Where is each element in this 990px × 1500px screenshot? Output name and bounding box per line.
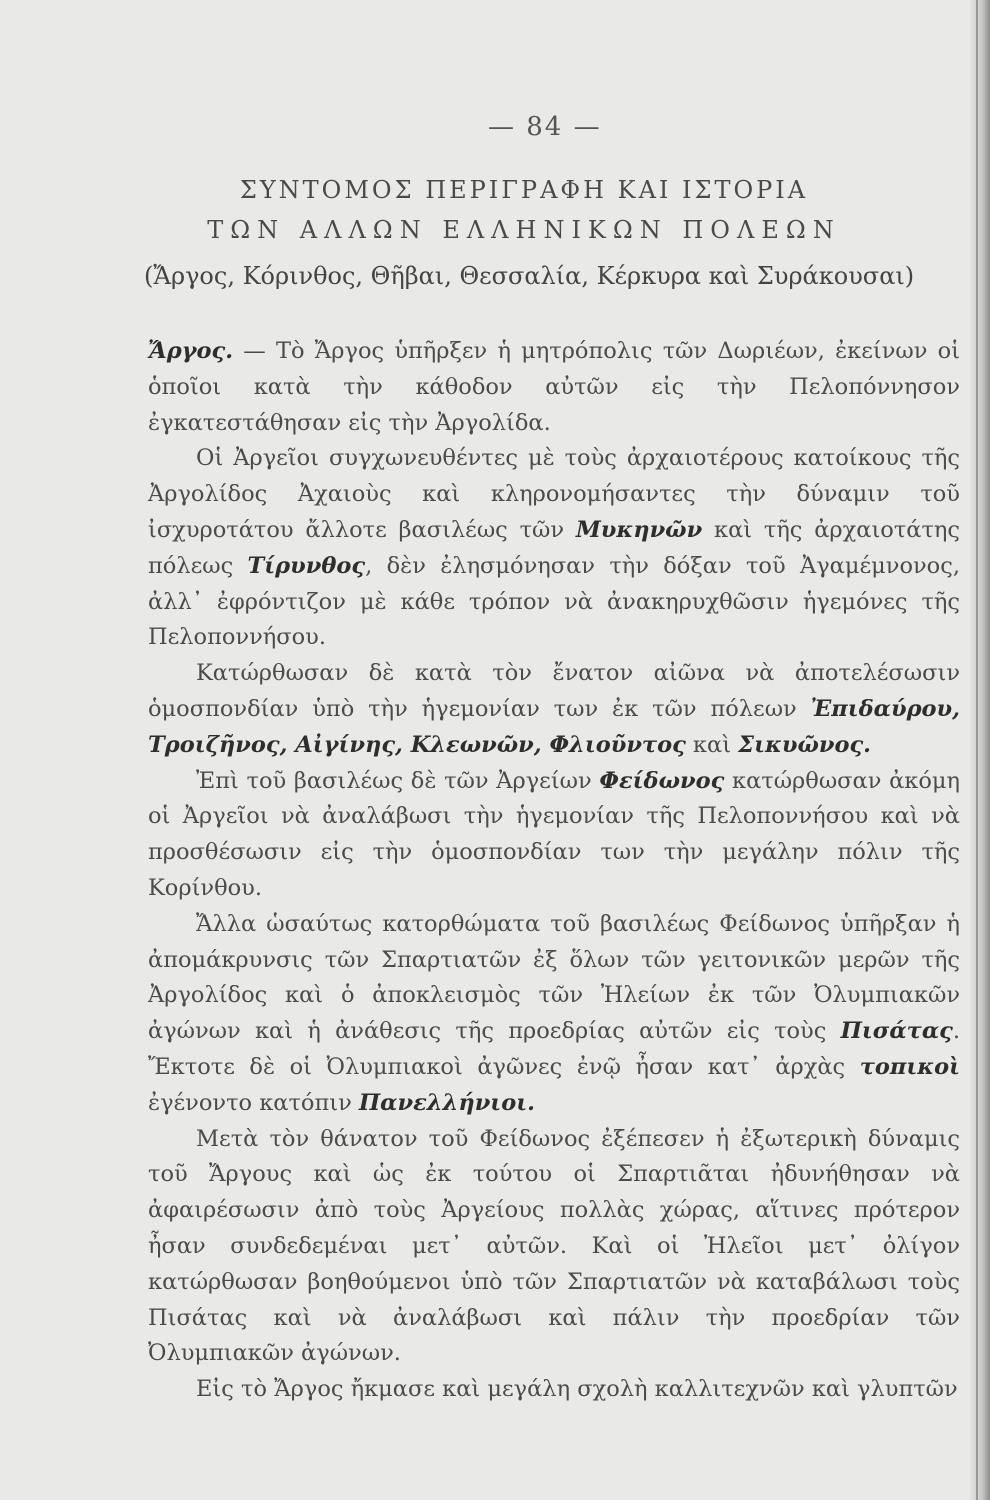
section-lead-word: Ἄργος. xyxy=(148,338,234,364)
paragraph-text: Οἱ Ἀργεῖοι συγχωνευθέντες μὲ τοὺς ἀρχαιοτέρους κατοίκους τῆς Ἀργολίδος Ἀχαιοὺς καὶ κληρονομήσαντες τὴν δύναμιν τοῦ ἰσχυροτάτου ἄλλοτε βασιλέως τῶν xyxy=(148,445,960,543)
paragraph-text: κατώρθωσαν ἀκόμη οἱ Ἀργεῖοι νὰ ἀναλάβωσι τὴν ἡγεμονίαν τῆς Πελοποννήσου καὶ νὰ προσθέσωσιν εἰς τὴν ὁμοσπονδίαν των τὴν μεγάλην πόλιν τῆς Κορίνθου. xyxy=(148,767,960,901)
emphasis-cities: Ἐπιδαύρου, Τροιζῆνος, Αἰγίνης, Κλεωνῶν, Φλιοῦντος xyxy=(148,695,960,758)
emphasis-mycenae: Μυκηνῶν xyxy=(575,516,703,543)
paragraph-decline: Μετὰ τὸν θάνατον τοῦ Φείδωνος ἐξέπεσεν ἡ ἐξωτερικὴ δύναμις τοῦ Ἄργους καὶ ὡς ἐκ τούτου οἱ Σπαρτιᾶται ἠδυνήθησαν νὰ ἀφαιρέσωσιν ἀπὸ τοὺς Ἀργείους πολλὰς χώρας, αἵτινες πρότερον ἦσαν συνδεδεμέναι μετ᾽ αὐτῶν. Καὶ οἱ Ἠλεῖοι μετ᾽ ὀλίγον κατώρθωσαν βοηθούμενοι ὑπὸ τῶν Σπαρτιατῶν νὰ καταβάλωσι τοὺς Πισάτας καὶ νὰ ἀναλάβωσι καὶ πάλιν τὴν προεδρίαν τῶν Ὀλυμπιακῶν ἀγώνων. xyxy=(148,1125,960,1367)
paragraph-text: Ἄλλα ὡσαύτως κατορθώματα τοῦ βασιλέως Φείδωνος ὑπῆρξαν ἡ ἀπομάκρυνσις τῶν Σπαρτιατῶν ἐξ ὅλων τῶν γειτονικῶν μερῶν τῆς Ἀργολίδος καὶ ὁ ἀποκλεισμὸς τῶν Ἠλείων ἐκ τῶν Ὀλυμπιακῶν ἀγώνων καὶ ἡ ἀνάθεσις τῆς προεδρίας αὐτῶν εἰς τοὺς xyxy=(148,910,960,1045)
paragraph-achievements xyxy=(148,907,960,1122)
emphasis-sicyon: Σικυῶνος. xyxy=(738,731,872,758)
paragraph-argos-intro xyxy=(148,334,960,441)
emphasis-panhellenic: Πανελλήνιοι. xyxy=(358,1089,535,1116)
page-edge-shadow xyxy=(970,0,990,1500)
paragraph-text: ἐγένοντο κατόπιν xyxy=(148,1089,359,1116)
page-edge-line xyxy=(976,0,978,1500)
paragraph-text: . Ἔκτοτε δὲ οἱ Ὀλυμπιακοὶ ἀγῶνες ἐνῷ ἦσαν κατ᾽ ἀρχὰς xyxy=(148,1018,960,1080)
emphasis-local: τοπικοὶ xyxy=(859,1053,960,1080)
paragraph-pheidon xyxy=(148,764,960,907)
emphasis-pisatas: Πισάτας xyxy=(840,1018,953,1045)
paragraph-text: Κατώρθωσαν δὲ κατὰ τὸν ἔνατον αἰῶνα νὰ ἀποτελέσωσιν ὁμοσπονδίαν ὑπὸ τὴν ἡγεμονίαν των ἐκ τῶν πόλεων xyxy=(148,660,960,722)
paragraph-argives xyxy=(148,441,960,656)
chapter-heading-line2: ΤΩΝ ΑΛΛΩΝ ΕΛΛΗΝΙΚΩΝ ΠΟΛΕΩΝ xyxy=(207,216,841,244)
paragraph-confederacy xyxy=(148,656,960,763)
paragraph-text: καὶ xyxy=(685,731,739,758)
chapter-heading-line1: ΣΥΝΤΟΜΟΣ ΠΕΡΙΓΡΑΦΗ ΚΑΙ ΙΣΤΟΡΙΑ xyxy=(239,176,809,204)
paragraph-text: Ἐπὶ τοῦ βασιλέως δὲ τῶν Ἀργείων xyxy=(196,767,600,794)
paragraph-text: καὶ τῆς ἀρχαιοτάτης πόλεως xyxy=(148,516,960,579)
chapter-subtitle: (Ἄργος, Κόρινθος, Θῆβαι, Θεσσαλία, Κέρκυρα καὶ Συράκουσαι) xyxy=(144,262,915,290)
paragraph-school: Εἰς τὸ Ἄργος ἤκμασε καὶ μεγάλη σχολὴ καλλιτεχνῶν καὶ γλυπτῶν xyxy=(196,1376,958,1403)
paragraph-text: — Τὸ Ἄργος ὑπῆρξεν ἡ μητρόπολις τῶν Δωριέων, ἐκείνων οἱ ὁποῖοι κατὰ τὴν κάθοδον αὐτῶν εἰς τὴν Πελοπόννησον ἐγκατεστάθησαν εἰς τὴν Ἀργολίδα. xyxy=(148,338,960,436)
paragraph-text: , δὲν ἐλησμόνησαν τὴν δόξαν τοῦ Ἀγαμέμνονος, ἀλλ᾽ ἐφρόντιζον μὲ κάθε τρόπον νὰ ἀνακηρυχθῶσιν ἡγεμόνες τῆς Πελοποννήσου. xyxy=(148,552,960,651)
page-number: — 84 — xyxy=(488,112,602,142)
emphasis-pheidon: Φείδωνος xyxy=(599,767,725,794)
emphasis-tiryns: Τίρυνθος xyxy=(247,552,366,579)
body-text xyxy=(148,334,960,1408)
